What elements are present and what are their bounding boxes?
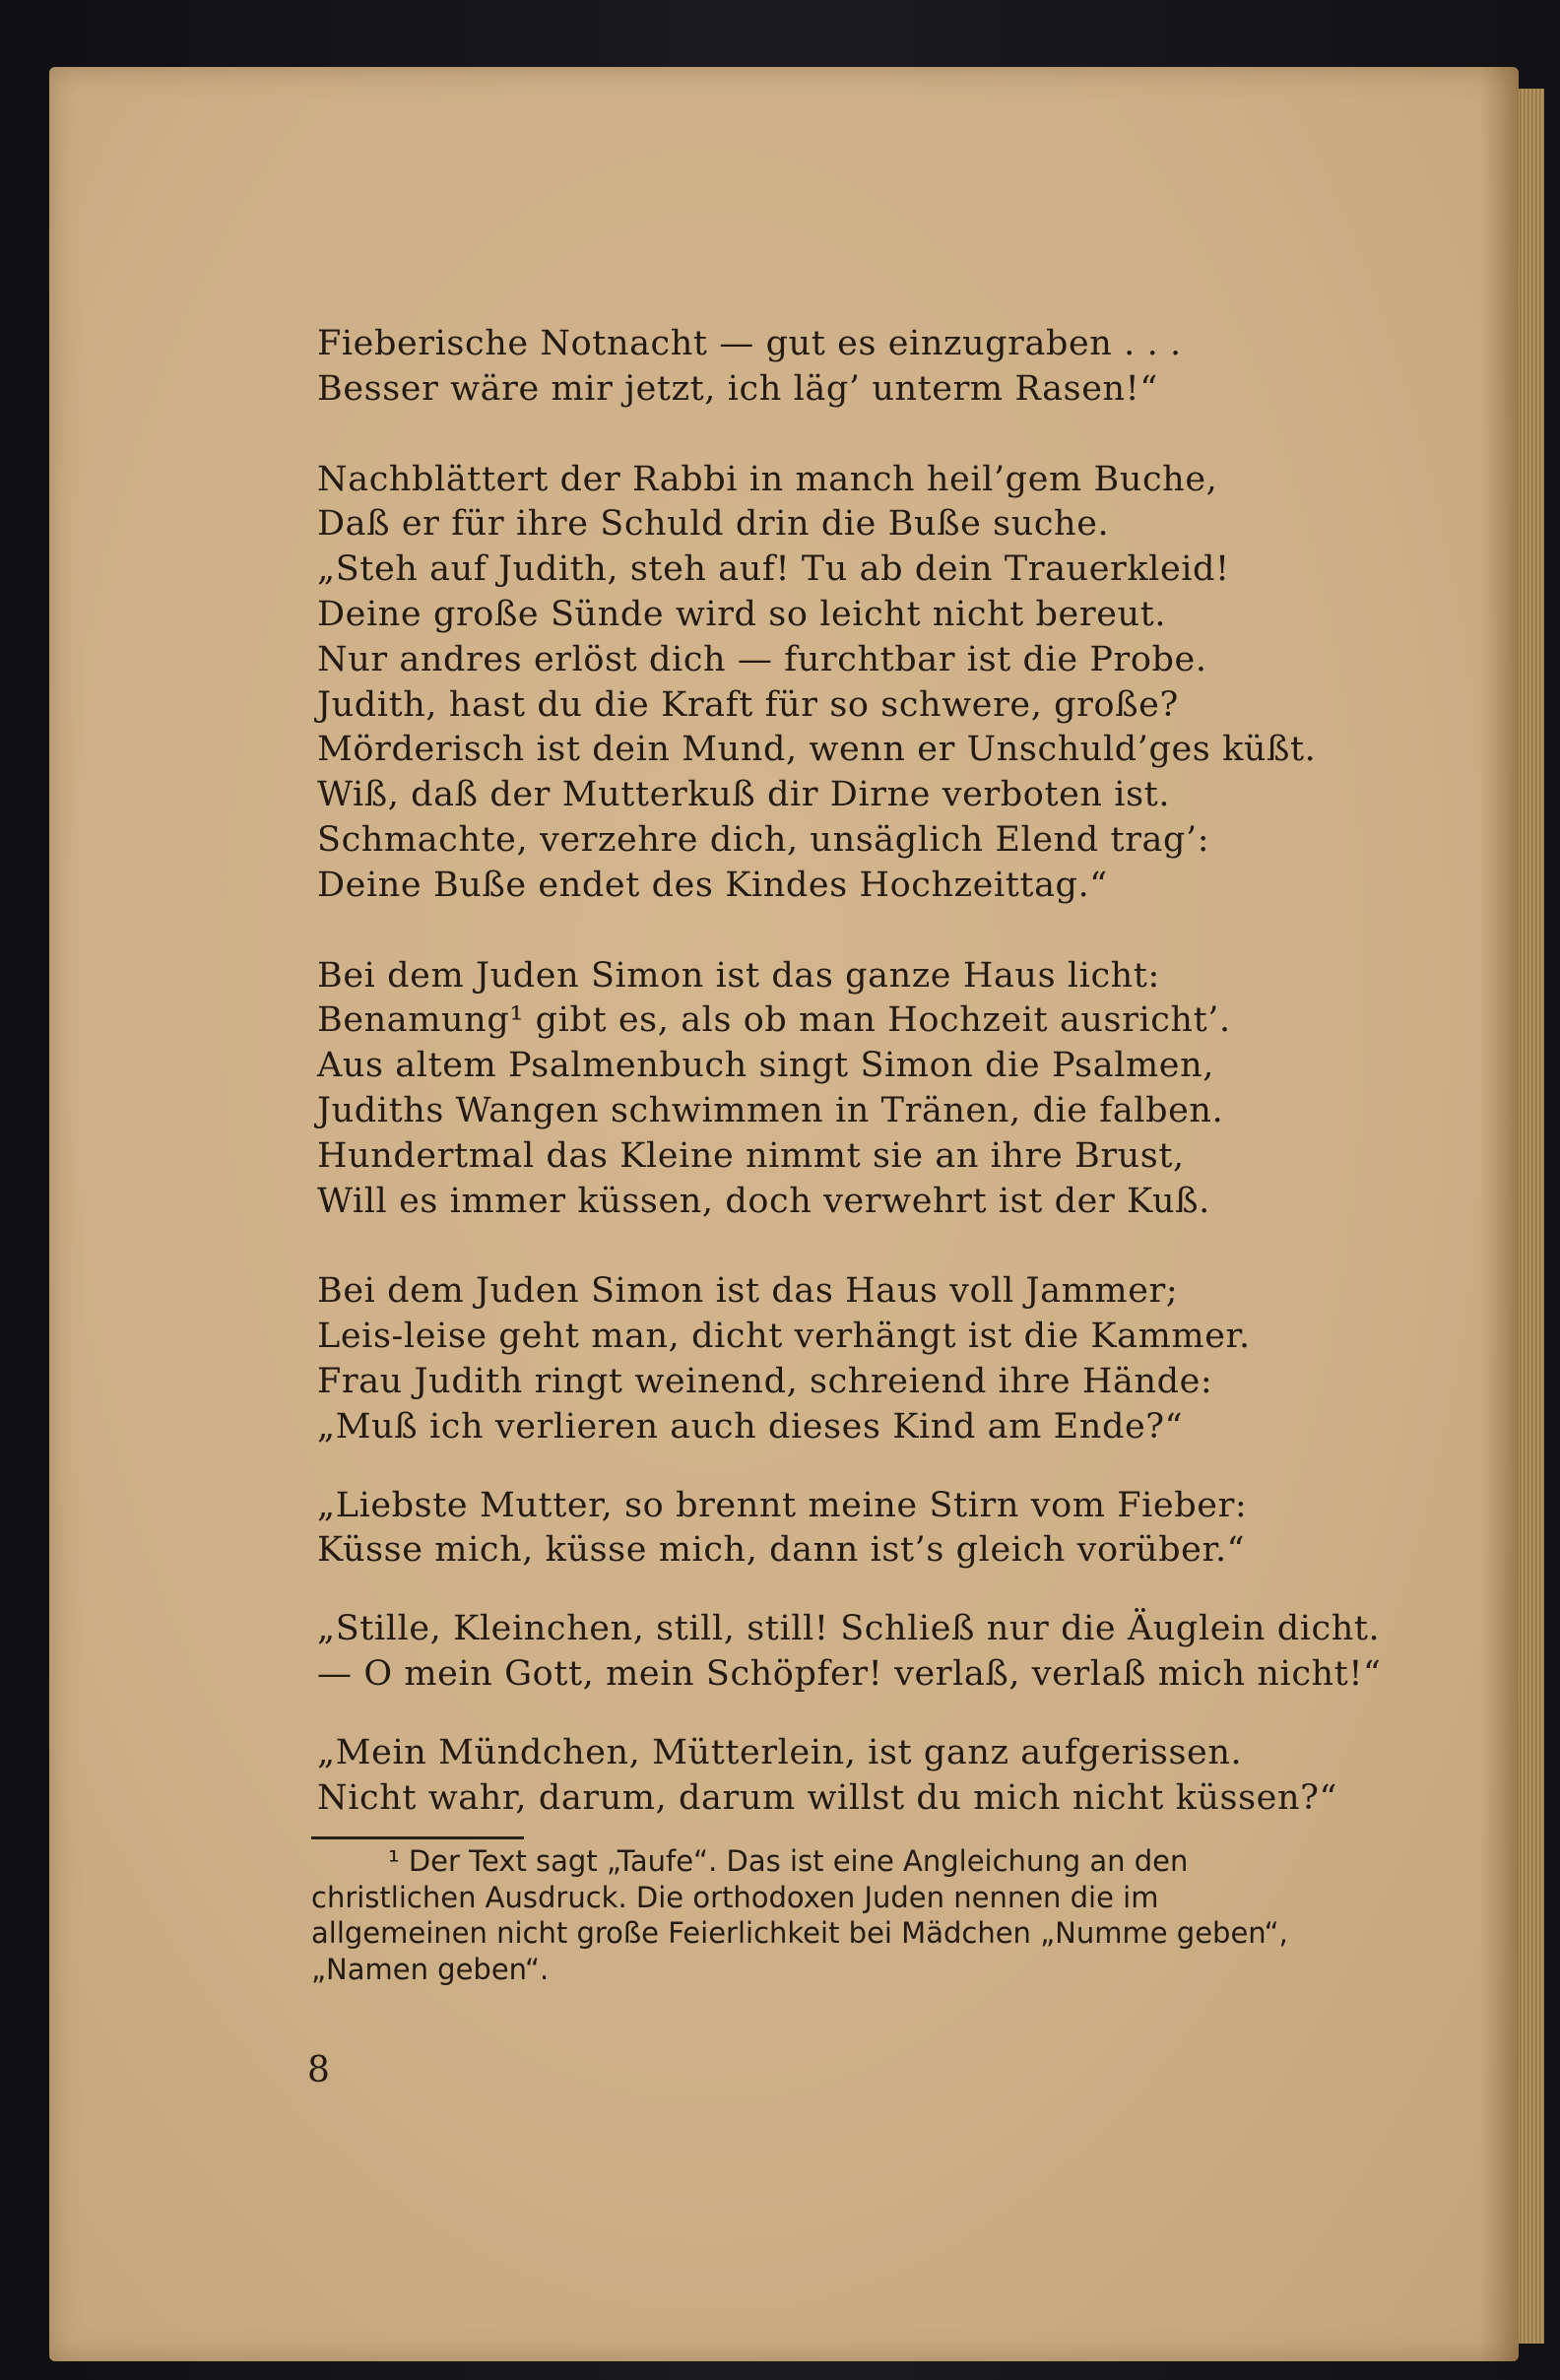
- verse-line: Fieberische Notnacht — gut es einzugraben . . .: [317, 324, 1182, 363]
- stanza: [317, 458, 1479, 909]
- footnote-line: „Namen geben“.: [311, 1952, 550, 1986]
- stanza: [317, 1731, 1479, 1822]
- verse-line: Hundertmal das Kleine nimmt sie an ihre Brust,: [317, 1135, 1185, 1176]
- stanza: [317, 1269, 1479, 1449]
- verse-line: Frau Judith ringt weinend, schreiend ihre Hände:: [317, 1361, 1213, 1401]
- stanza: [317, 322, 1479, 413]
- verse-line: Wiß, daß der Mutterkuß dir Dirne verboten ist.: [317, 775, 1171, 815]
- poem-text: [317, 322, 1479, 1866]
- verse-line: Judith, hast du die Kraft für so schwere, große?: [317, 684, 1179, 725]
- verse-line: Deine große Sünde wird so leicht nicht bereut.: [317, 594, 1167, 634]
- verse-line: Judiths Wangen schwimmen in Tränen, die falben.: [317, 1090, 1224, 1130]
- footnote-rule: [311, 1836, 524, 1839]
- page-number: 8: [307, 2050, 330, 2091]
- verse-line: Nur andres erlöst dich — furchtbar ist die Probe.: [317, 639, 1207, 679]
- verse-line: Daß er für ihre Schuld drin die Buße suche.: [317, 504, 1110, 545]
- verse-line: „Mein Mündchen, Mütterlein, ist ganz aufgerissen.: [317, 1732, 1243, 1772]
- stanza: [317, 1484, 1479, 1575]
- verse-line: Nicht wahr, darum, darum willst du mich nicht küssen?“: [317, 1777, 1337, 1818]
- verse-line: Will es immer küssen, doch verwehrt ist der Kuß.: [317, 1181, 1210, 1221]
- verse-line: „Muß ich verlieren auch dieses Kind am Ende?“: [317, 1406, 1184, 1447]
- verse-line: Schmachte, verzehre dich, unsäglich Elend trag’:: [317, 819, 1210, 860]
- verse-line: Mörderisch ist dein Mund, wenn er Unschuld’ges küßt.: [317, 730, 1317, 770]
- verse-line: Benamung¹ gibt es, als ob man Hochzeit ausricht’.: [317, 1000, 1231, 1041]
- verse-line: „Steh auf Judith, steh auf! Tu ab dein Trauerkleid!: [317, 549, 1230, 590]
- verse-line: Küsse mich, küsse mich, dann ist’s gleich vorüber.“: [317, 1530, 1246, 1571]
- verse-line: Bei dem Juden Simon ist das Haus voll Jammer;: [317, 1271, 1179, 1312]
- verse-line: „Liebste Mutter, so brennt meine Stirn vom Fieber:: [317, 1485, 1248, 1525]
- verse-line: Aus altem Psalmenbuch singt Simon die Psalmen,: [317, 1046, 1214, 1086]
- footnote-line: christlichen Ausdruck. Die orthodoxen Juden nennen die im: [311, 1880, 1159, 1914]
- footnote-line: ¹ Der Text sagt „Taufe“. Das ist eine Angleichung an den: [388, 1844, 1189, 1878]
- page-fore-edge: [1519, 89, 1544, 2344]
- verse-line: Deine Buße endet des Kindes Hochzeittag.“: [317, 865, 1108, 905]
- stanza: [317, 954, 1479, 1225]
- verse-line: Nachblättert der Rabbi in manch heil’gem Buche,: [317, 459, 1218, 499]
- verse-line: Leis-leise geht man, dicht verhängt ist die Kammer.: [317, 1317, 1251, 1357]
- stanza: [317, 1607, 1479, 1698]
- verse-line: „Stille, Kleinchen, still, still! Schließ nur die Äuglein dicht.: [317, 1609, 1381, 1649]
- footnote: [311, 1843, 1444, 1987]
- verse-line: Bei dem Juden Simon ist das ganze Haus licht:: [317, 955, 1160, 996]
- verse-line: Besser wäre mir jetzt, ich läg’ unterm Rasen!“: [317, 368, 1158, 409]
- verse-line: — O mein Gott, mein Schöpfer! verlaß, verlaß mich nicht!“: [317, 1653, 1382, 1694]
- footnote-line: allgemeinen nicht große Feierlichkeit bei Mädchen „Numme geben“,: [311, 1916, 1288, 1950]
